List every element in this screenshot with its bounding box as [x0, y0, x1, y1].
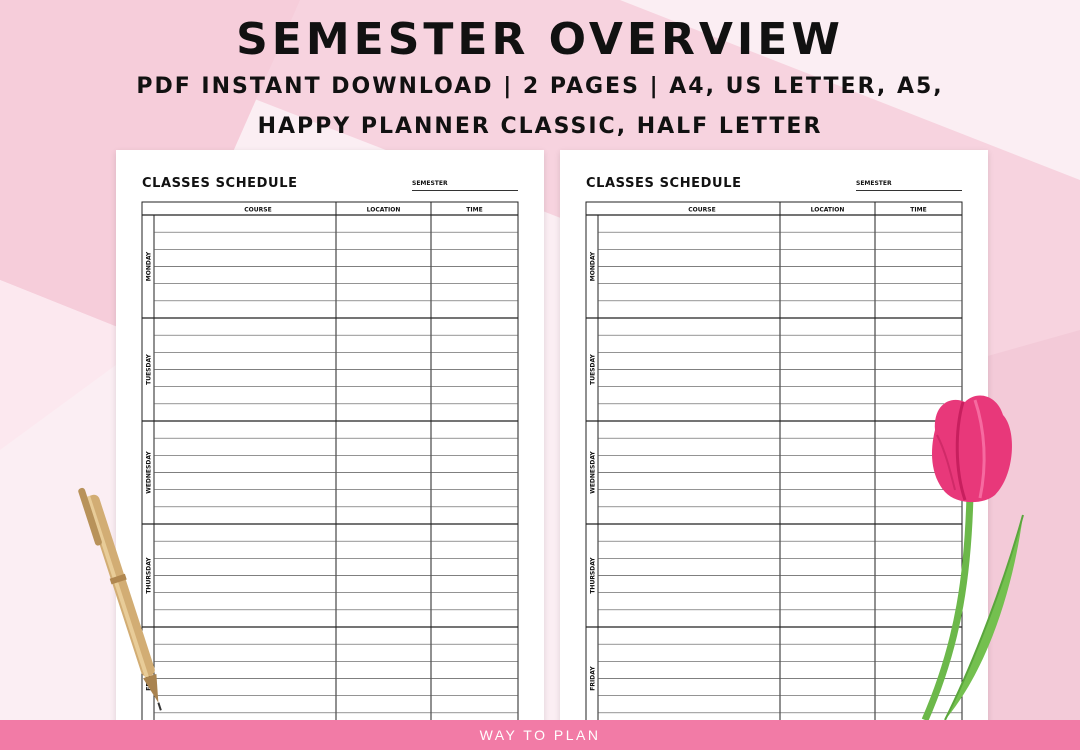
gold-pen-icon [70, 480, 180, 720]
subtitle-line-2: HAPPY PLANNER CLASSIC, HALF LETTER [257, 114, 823, 139]
semester-label: SEMESTER [856, 180, 962, 191]
column-header: LOCATION [810, 206, 845, 214]
main-title: SEMESTER OVERVIEW [236, 14, 844, 65]
day-label: FRIDAY [589, 666, 597, 691]
day-label: WEDNESDAY [145, 451, 153, 494]
column-header: COURSE [244, 206, 272, 214]
column-header: COURSE [688, 206, 716, 214]
grid-header-box [142, 202, 518, 215]
column-header: TIME [910, 206, 927, 214]
semester-label: SEMESTER [412, 180, 518, 191]
grid-header-box [586, 202, 962, 215]
day-label: TUESDAY [589, 354, 597, 385]
day-label: TUESDAY [145, 354, 153, 385]
day-label: MONDAY [589, 251, 597, 282]
subtitle-line-1: PDF INSTANT DOWNLOAD | 2 PAGES | A4, US LETTER, A5, [136, 74, 944, 99]
footer-brand-bar: WAY TO PLAN [0, 720, 1080, 750]
schedule-grid [116, 150, 544, 725]
column-header: LOCATION [366, 206, 401, 214]
schedule-heading: CLASSES SCHEDULE [142, 176, 298, 191]
planner-page-left [116, 150, 544, 725]
day-label: MONDAY [145, 251, 153, 282]
column-header: TIME [466, 206, 483, 214]
day-label: THURSDAY [145, 557, 153, 594]
day-label: THURSDAY [589, 557, 597, 594]
day-label: WEDNESDAY [589, 451, 597, 494]
pink-tulip-icon [905, 390, 1035, 725]
schedule-heading: CLASSES SCHEDULE [586, 176, 742, 191]
